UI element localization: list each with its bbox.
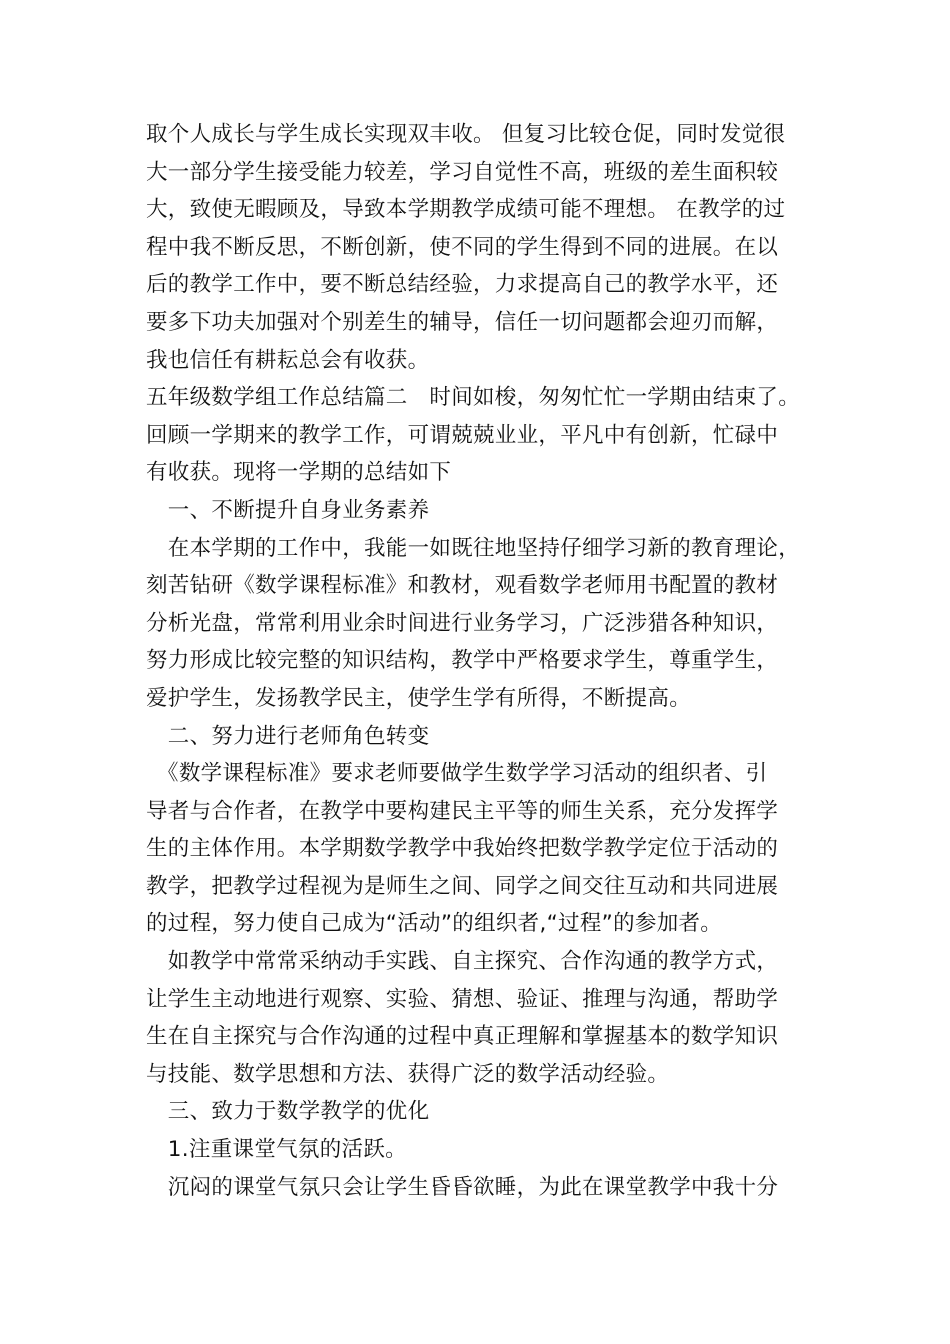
text-line: 生的主体作用。本学期数学教学中我始终把数学教学定位于活动的 <box>146 836 779 862</box>
text-line: 取个人成长与学生成长实现双丰收。 但复习比较仓促，同时发觉很 <box>146 122 786 147</box>
text-line: 分析光盘，常常利用业余时间进行业务学习，广泛涉猎各种知识， <box>146 610 779 636</box>
document-body <box>146 116 826 1206</box>
text-line: 与技能、数学思想和方法、获得广泛的数学活动经验。 <box>146 1061 670 1087</box>
text-line: 要多下功夫加强对个别差生的辅导，信任一切问题都会迎刃而解， <box>146 309 779 335</box>
text-line: 五年级数学组工作总结篇二 时间如梭，匆匆忙忙一学期由结束了。 <box>146 385 801 411</box>
text-line: 程中我不断反思，不断创新，使不同的学生得到不同的进展。在以 <box>146 234 779 260</box>
text-line: 回顾一学期来的教学工作，可谓兢兢业业，平凡中有创新，忙碌中 <box>146 422 779 448</box>
text-line: 二、努力进行老师角色转变 <box>146 723 430 749</box>
text-line: 导者与合作者，在教学中要构建民主平等的师生关系，充分发挥学 <box>146 798 779 824</box>
text-line: 的过程，努力使自己成为“活动”的组织者,“过程”的参加者。 <box>146 911 723 937</box>
text-line: 努力形成比较完整的知识结构，教学中严格要求学生，尊重学生， <box>146 648 779 674</box>
text-line: 刻苦钻研《数学课程标准》和教材，观看数学老师用书配置的教材 <box>146 573 779 599</box>
text-line: 生在自主探究与合作沟通的过程中真正理解和掌握基本的数学知识 <box>146 1024 779 1050</box>
text-line: 大一部分学生接受能力较差，学习自觉性不高，班级的差生面积较 <box>146 159 779 185</box>
text-line: 大，致使无暇顾及，导致本学期教学成绩可能不理想。 在教学的过 <box>146 197 786 223</box>
text-line: 《数学课程标准》要求老师要做学生数学学习活动的组织者、引 <box>146 761 768 787</box>
text-line: 爱护学生，发扬教学民主，使学生学有所得，不断提高。 <box>146 685 692 711</box>
text-line: 有收获。现将一学期的总结如下 <box>146 460 452 486</box>
text-line: 如教学中常常采纳动手实践、自主探究、合作沟通的教学方式， <box>146 949 779 975</box>
text-line: 三、致力于数学教学的优化 <box>146 1099 430 1125</box>
text-line: 一、不断提升自身业务素养 <box>146 497 430 523</box>
text-line: 让学生主动地进行观察、实验、猜想、验证、推理与沟通，帮助学 <box>146 986 779 1012</box>
text-line: 教学，把教学过程视为是师生之间、同学之间交往互动和共同进展 <box>146 873 779 899</box>
text-line: 后的教学工作中，要不断总结经验，力求提高自己的教学水平，还 <box>146 272 779 298</box>
text-line: 在本学期的工作中，我能一如既往地坚持仔细学习新的教育理论， <box>146 535 801 561</box>
text-line: 沉闷的课堂气氛只会让学生昏昏欲睡，为此在课堂教学中我十分 <box>146 1174 779 1200</box>
text-line: 1.注重课堂气氛的活跃。 <box>146 1137 407 1163</box>
text-line: 我也信任有耕耘总会有收获。 <box>146 347 430 373</box>
